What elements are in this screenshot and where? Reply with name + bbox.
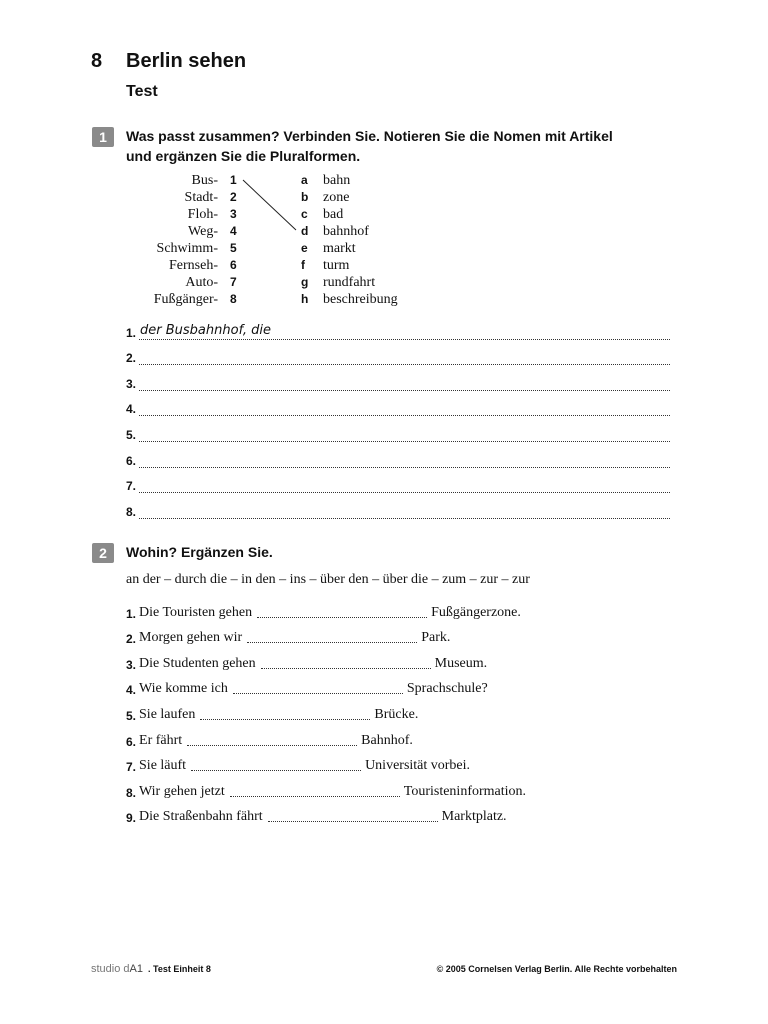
fill-in-gap[interactable] bbox=[268, 820, 438, 822]
brand-name: studio d bbox=[91, 963, 130, 975]
match-right-word: bahnhof bbox=[323, 224, 369, 239]
connector-line bbox=[243, 180, 296, 230]
sentence-start: Er fährt bbox=[139, 733, 183, 748]
answer-line[interactable] bbox=[139, 476, 670, 493]
fill-in-gap[interactable] bbox=[257, 616, 427, 618]
fill-in-gap[interactable] bbox=[261, 667, 431, 669]
footer-copyright: © 2005 Cornelsen Verlag Berlin. Alle Rechte vorbehalten bbox=[436, 964, 677, 974]
sentence-number: 3. bbox=[126, 658, 137, 672]
answer-number: 6. bbox=[126, 454, 137, 468]
sentence-number: 7. bbox=[126, 760, 137, 774]
match-right-word: zone bbox=[323, 190, 350, 205]
sentence-row bbox=[126, 756, 470, 774]
example-connecting-line bbox=[240, 176, 300, 234]
match-left-word: Bus- bbox=[191, 173, 218, 188]
sentence-end: Touristeninformation. bbox=[403, 784, 527, 799]
match-number: 7 bbox=[230, 275, 237, 289]
match-letter: b bbox=[301, 190, 309, 204]
answer-row[interactable] bbox=[126, 475, 670, 493]
match-left-word: Stadt- bbox=[184, 190, 218, 205]
match-left-word: Floh- bbox=[187, 207, 218, 222]
fill-in-gap[interactable] bbox=[230, 795, 400, 797]
match-letter: c bbox=[301, 207, 308, 221]
page-title: Berlin sehen bbox=[126, 50, 247, 72]
sentence-end: Bahnhof. bbox=[361, 733, 413, 748]
match-number: 3 bbox=[230, 207, 237, 221]
exercise-1-instruction bbox=[126, 126, 613, 166]
sentence-row bbox=[126, 705, 418, 723]
match-right-word: beschreibung bbox=[323, 292, 398, 307]
match-left-word: Weg- bbox=[188, 224, 218, 239]
answer-number: 1. bbox=[126, 326, 137, 340]
match-number: 8 bbox=[230, 292, 237, 306]
footer-test-label: . Test Einheit 8 bbox=[148, 964, 211, 974]
answer-number: 2. bbox=[126, 351, 137, 365]
fill-in-gap[interactable] bbox=[233, 692, 403, 694]
answer-number: 5. bbox=[126, 428, 137, 442]
match-left-word: Fernseh- bbox=[169, 258, 218, 273]
fill-in-gap[interactable] bbox=[187, 744, 357, 746]
answer-line[interactable] bbox=[139, 451, 670, 468]
sentence-end: Fußgängerzone. bbox=[431, 605, 521, 620]
match-left-word: Auto- bbox=[185, 275, 218, 290]
matching-right-column bbox=[323, 172, 398, 308]
match-left-word: Fußgänger- bbox=[153, 292, 218, 307]
match-right-word: bahn bbox=[323, 173, 351, 188]
sentence-number: 4. bbox=[126, 683, 137, 697]
match-letter: e bbox=[301, 241, 308, 255]
matching-left-numbers bbox=[230, 172, 237, 308]
answer-row[interactable] bbox=[126, 501, 670, 519]
word-bank: an der – durch die – in den – ins – über den – über die – zum – zur – zur bbox=[126, 572, 530, 587]
sentence-row bbox=[126, 679, 488, 697]
answer-row[interactable] bbox=[126, 373, 670, 391]
sentence-number: 6. bbox=[126, 735, 137, 749]
answer-row[interactable] bbox=[126, 424, 670, 442]
answer-line[interactable] bbox=[139, 399, 670, 416]
match-letter: a bbox=[301, 173, 308, 187]
sentence-end: Sprachschule? bbox=[406, 681, 488, 696]
answer-number: 4. bbox=[126, 402, 137, 416]
chapter-number: 8 bbox=[91, 50, 103, 72]
answer-line[interactable] bbox=[139, 323, 670, 340]
matching-left-column bbox=[118, 172, 218, 308]
answer-number: 3. bbox=[126, 377, 137, 391]
answer-line[interactable] bbox=[139, 348, 670, 365]
sentence-start: Wie komme ich bbox=[139, 681, 228, 696]
sentence-row bbox=[126, 782, 526, 800]
sentence-start: Die Straßenbahn fährt bbox=[139, 809, 263, 824]
fill-in-gap[interactable] bbox=[247, 641, 417, 643]
sentence-number: 8. bbox=[126, 786, 137, 800]
sentence-number: 2. bbox=[126, 632, 137, 646]
sentence-end: Universität vorbei. bbox=[365, 758, 471, 773]
sentence-start: Die Touristen gehen bbox=[139, 605, 253, 620]
sentence-row bbox=[126, 731, 413, 749]
footer-brand bbox=[91, 963, 143, 975]
answer-row[interactable] bbox=[126, 347, 670, 365]
handwritten-answer: der Busbahnhof, die bbox=[140, 323, 272, 338]
exercise-1-instruction-line1: Was passt zusammen? Verbinden Sie. Notieren Sie die Nomen mit Artikel bbox=[126, 128, 613, 144]
match-letter: f bbox=[301, 258, 305, 272]
answer-row[interactable] bbox=[126, 398, 670, 416]
fill-in-gap[interactable] bbox=[191, 769, 361, 771]
sentence-end: Brücke. bbox=[374, 707, 419, 722]
sentence-start: Die Studenten gehen bbox=[139, 656, 256, 671]
sentence-row bbox=[126, 807, 507, 825]
sentence-end: Marktplatz. bbox=[441, 809, 507, 824]
match-right-word: bad bbox=[323, 207, 344, 222]
sentence-start: Morgen gehen wir bbox=[139, 630, 243, 645]
exercise-1-badge: 1 bbox=[92, 127, 114, 147]
sentence-number: 1. bbox=[126, 607, 137, 621]
fill-in-gap[interactable] bbox=[200, 718, 370, 720]
match-number: 5 bbox=[230, 241, 237, 255]
sentence-row bbox=[126, 628, 450, 646]
answer-line[interactable] bbox=[139, 374, 670, 391]
match-number: 6 bbox=[230, 258, 237, 272]
sentence-start: Wir gehen jetzt bbox=[139, 784, 225, 799]
exercise-2-badge: 2 bbox=[92, 543, 114, 563]
match-right-word: markt bbox=[323, 241, 356, 256]
sentence-start: Sie läuft bbox=[139, 758, 187, 773]
sentence-end: Park. bbox=[421, 630, 451, 645]
exercise-1-instruction-line2: und ergänzen Sie die Pluralformen. bbox=[126, 148, 361, 164]
match-right-word: rundfahrt bbox=[323, 275, 376, 290]
match-number: 4 bbox=[230, 224, 237, 238]
sentence-number: 9. bbox=[126, 811, 137, 825]
answer-row[interactable] bbox=[126, 450, 670, 468]
match-letter: g bbox=[301, 275, 309, 289]
answer-line[interactable] bbox=[139, 502, 670, 519]
sentence-row bbox=[126, 654, 487, 672]
match-left-word: Schwimm- bbox=[156, 241, 218, 256]
answer-number: 8. bbox=[126, 505, 137, 519]
answer-line[interactable] bbox=[139, 425, 670, 442]
page-subtitle: Test bbox=[126, 83, 158, 100]
brand-level: A1 bbox=[129, 963, 143, 975]
answer-number: 7. bbox=[126, 479, 137, 493]
sentence-end: Museum. bbox=[434, 656, 488, 671]
answer-row[interactable] bbox=[126, 322, 670, 340]
match-letter: h bbox=[301, 292, 309, 306]
sentence-row bbox=[126, 603, 521, 621]
matching-right-letters bbox=[301, 172, 308, 308]
match-number: 2 bbox=[230, 190, 237, 204]
exercise-2-instruction: Wohin? Ergänzen Sie. bbox=[126, 544, 273, 560]
match-right-word: turm bbox=[323, 258, 350, 273]
match-letter: d bbox=[301, 224, 309, 238]
match-number: 1 bbox=[230, 173, 237, 187]
sentence-number: 5. bbox=[126, 709, 137, 723]
sentence-start: Sie laufen bbox=[139, 707, 196, 722]
